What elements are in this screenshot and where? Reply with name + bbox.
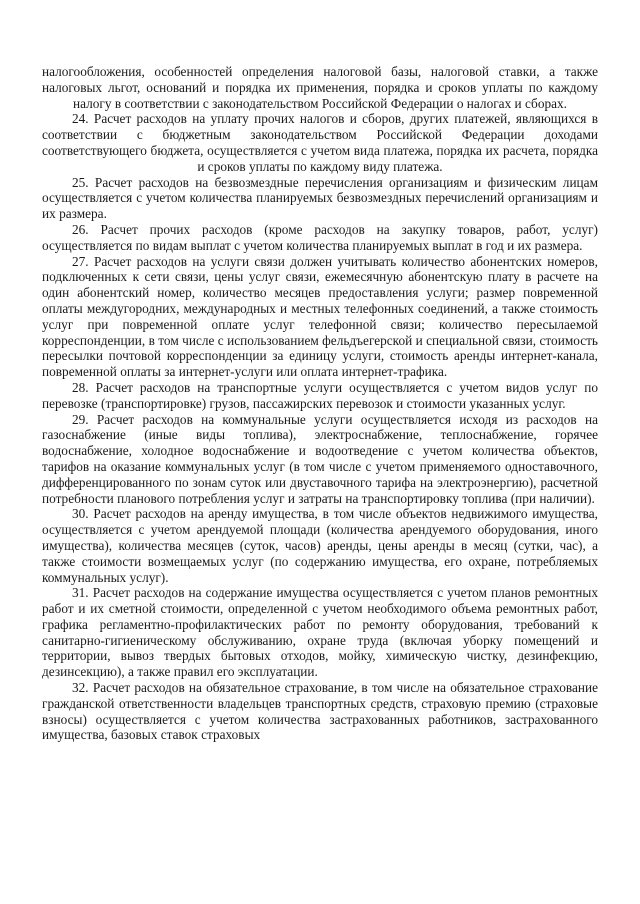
paragraph-29: 29. Расчет расходов на коммунальные услуги осуществляется исходя из расходов на газоснабжение (иные виды топлива), электроснабжение, теплоснабжение, горячее водоснабжение, холодное водоснабжение и водоотведение с учетом количества объектов, тарифов на оказание коммунальных услуг (в том числе с учетом применяемого одноставочного, дифференцированного по зонам суток или двуставочного тарифа на электроэнергию), расчетной потребности планового потребления услуг и затраты на транспортировку топлива (при наличии). (42, 411, 598, 506)
paragraph-26: 26. Расчет прочих расходов (кроме расходов на закупку товаров, работ, услуг) осуществляется по видам выплат с учетом количества планируемых выплат в год и их размера. (42, 221, 598, 253)
paragraph-32: 32. Расчет расходов на обязательное страхование, в том числе на обязательное страхование гражданской ответственности владельцев транспортных средств, страховую премию (страховые взносы) осуществляется с учетом количества застрахованных работников, застрахованного имущества, базовых ставок страховых (42, 680, 598, 743)
paragraph-28: 28. Расчет расходов на транспортные услуги осуществляется с учетом видов услуг по перевозке (транспортировке) грузов, пассажирских перевозок и стоимости указанных услуг. (42, 379, 598, 411)
paragraph-continuation: налогообложения, особенностей определения налоговой базы, налоговой ставки, а также налоговых льгот, оснований и порядка их применения, порядка и сроков уплаты по каждому налогу в соответствии с законодательством Российской Федерации о налогах и сборах. (42, 64, 598, 111)
paragraph-27: 27. Расчет расходов на услуги связи должен учитывать количество абонентских номеров, подключенных к сети связи, цены услуг связи, ежемесячную абонентскую плату в расчете на один абонентский номер, количество месяцев предоставления услуги; размер повременной оплаты междугородних, международных и местных телефонных соединений, а также стоимость услуг при повременной оплате услуг телефонной связи; количество пересылаемой корреспонденции, в том числе с использованием фельдъегерской и специальной связи, стоимость пересылки почтовой корреспонденции за единицу услуги, стоимость аренды интернет-канала, повременной оплаты за интернет-услуги или оплата интернет-трафика. (42, 253, 598, 380)
paragraph-31: 31. Расчет расходов на содержание имущества осуществляется с учетом планов ремонтных работ и их сметной стоимости, определенной с учетом необходимого объема ремонтных работ, графика регламентно-профилактических работ по ремонту оборудования, требований к санитарно-гигиеническому обслуживанию, охране труда (включая уборку помещений и территории, вывоз твердых бытовых отходов, мойку, химическую чистку, дезинфекцию, дезинсекцию), а также правил его эксплуатации. (42, 585, 598, 680)
paragraph-30: 30. Расчет расходов на аренду имущества, в том числе объектов недвижимого имущества, осуществляется с учетом арендуемой площади (количества арендуемого оборудования, иного имущества), количества месяцев (суток, часов) аренды, цены аренды в месяц (сутки, час), а также стоимости возмещаемых услуг (по содержанию имущества, его охране, потребляемых коммунальных услуг). (42, 506, 598, 585)
document-body (42, 64, 598, 743)
paragraph-25: 25. Расчет расходов на безвозмездные перечисления организациям и физическим лицам осуществляется с учетом количества планируемых безвозмездных перечислений организациям и их размера. (42, 174, 598, 222)
paragraph-24: 24. Расчет расходов на уплату прочих налогов и сборов, других платежей, являющихся в соответствии с бюджетным законодательством Российской Федерации доходами соответствующего бюджета, осуществляется с учетом вида платежа, порядка их расчета, порядка и сроков уплаты по каждому виду платежа. (42, 111, 598, 174)
